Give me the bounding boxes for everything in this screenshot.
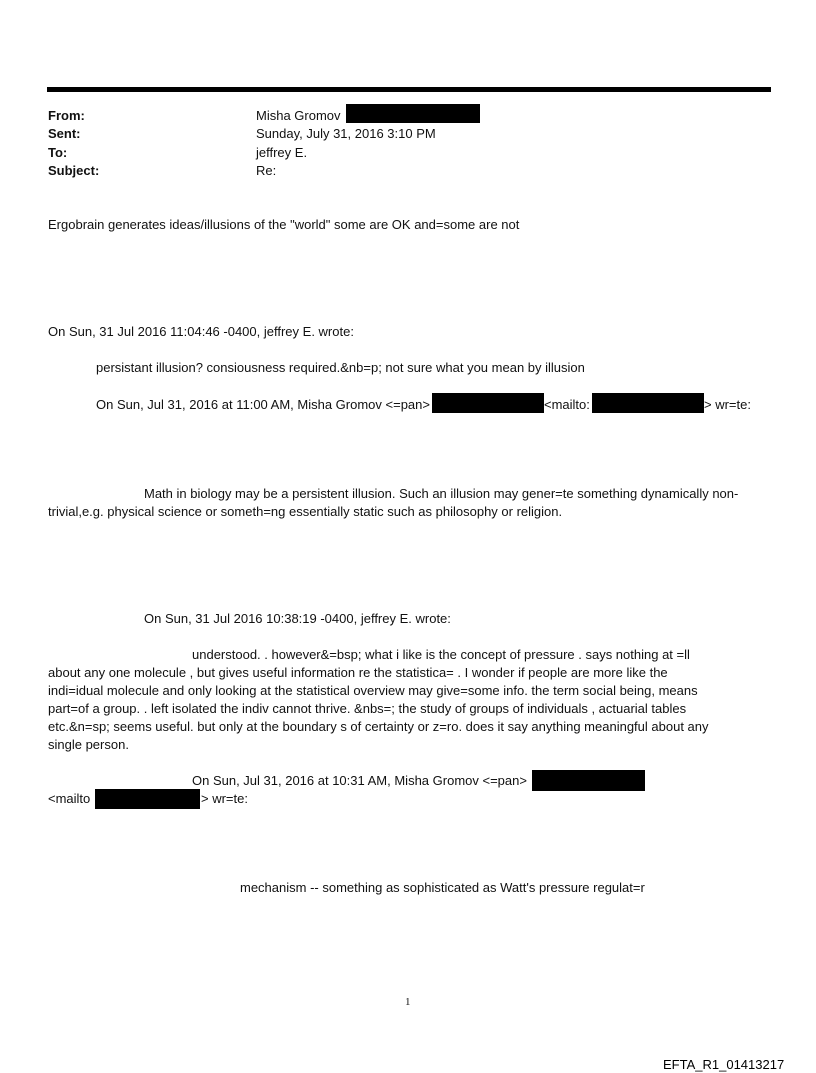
mechanism-line: mechanism -- something as sophisticated as Watt's pressure regulat=r	[240, 880, 645, 895]
quote-3-line-6: single person.	[48, 737, 129, 752]
page-number: 1	[405, 996, 411, 1008]
quote-3-line-1: understood. . however&=bsp; what i like is the concept of pressure . says nothing at =ll	[192, 647, 690, 662]
math-paragraph-line-2: trivial,e.g. physical science or someth=ng essentially static such as philosophy or religion.	[48, 504, 563, 519]
from-label: From:	[48, 108, 85, 123]
quote-4-mailto: <mailto	[48, 791, 91, 806]
quote-3-header: On Sun, 31 Jul 2016 10:38:19 -0400, jeffrey E. wrote:	[144, 611, 451, 626]
quote-4-wrote: > wr=te:	[201, 791, 248, 806]
quote-2-mailto: <mailto:	[544, 397, 590, 412]
from-value: Misha Gromov	[256, 108, 341, 123]
quote-3-line-5: etc.&n=sp; seems useful. but only at the boundary s of certainty or z=ro. does it say anything meaningful about any	[48, 719, 709, 734]
sent-label: Sent:	[48, 126, 81, 141]
quote-4-header-start: On Sun, Jul 31, 2016 at 10:31 AM, Misha Gromov <=pan>	[192, 773, 527, 788]
to-value: jeffrey E.	[256, 145, 308, 160]
redaction-email-4	[95, 789, 200, 809]
to-label: To:	[48, 145, 68, 160]
quote-1-header: On Sun, 31 Jul 2016 11:04:46 -0400, jeffrey E. wrote:	[48, 324, 354, 339]
redaction-email-1	[432, 393, 544, 413]
quote-3-line-3: indi=idual molecule and only looking at the statistical overview may give=some info. the term social being, means	[48, 683, 698, 698]
quote-3-line-4: part=of a group. . left isolated the indiv cannot thrive. &nbs=; the study of groups of individuals , actuarial tables	[48, 701, 687, 716]
header-rule	[47, 87, 771, 92]
redaction-email-3	[532, 770, 645, 791]
quote-1-text: persistant illusion? consiousness required.&nb=p; not sure what you mean by illusion	[96, 360, 585, 375]
redaction-email-2	[592, 393, 704, 413]
quote-3-line-2: about any one molecule , but gives useful information re the statistica= . I wonder if people are more like the	[48, 665, 668, 680]
subject-label: Subject:	[48, 163, 100, 178]
redaction-from-email	[346, 104, 480, 123]
quote-2-header-start: On Sun, Jul 31, 2016 at 11:00 AM, Misha Gromov <=pan>	[96, 397, 430, 412]
subject-value: Re:	[256, 163, 277, 178]
body-line-1: Ergobrain generates ideas/illusions of the "world" some are OK and=some are not	[48, 217, 520, 232]
document-id: EFTA_R1_01413217	[663, 1057, 785, 1072]
math-paragraph-line-1: Math in biology may be a persistent illusion. Such an illusion may gener=te something dynamically non-	[144, 486, 739, 501]
sent-value: Sunday, July 31, 2016 3:10 PM	[256, 126, 436, 141]
quote-2-wrote: > wr=te:	[704, 397, 751, 412]
